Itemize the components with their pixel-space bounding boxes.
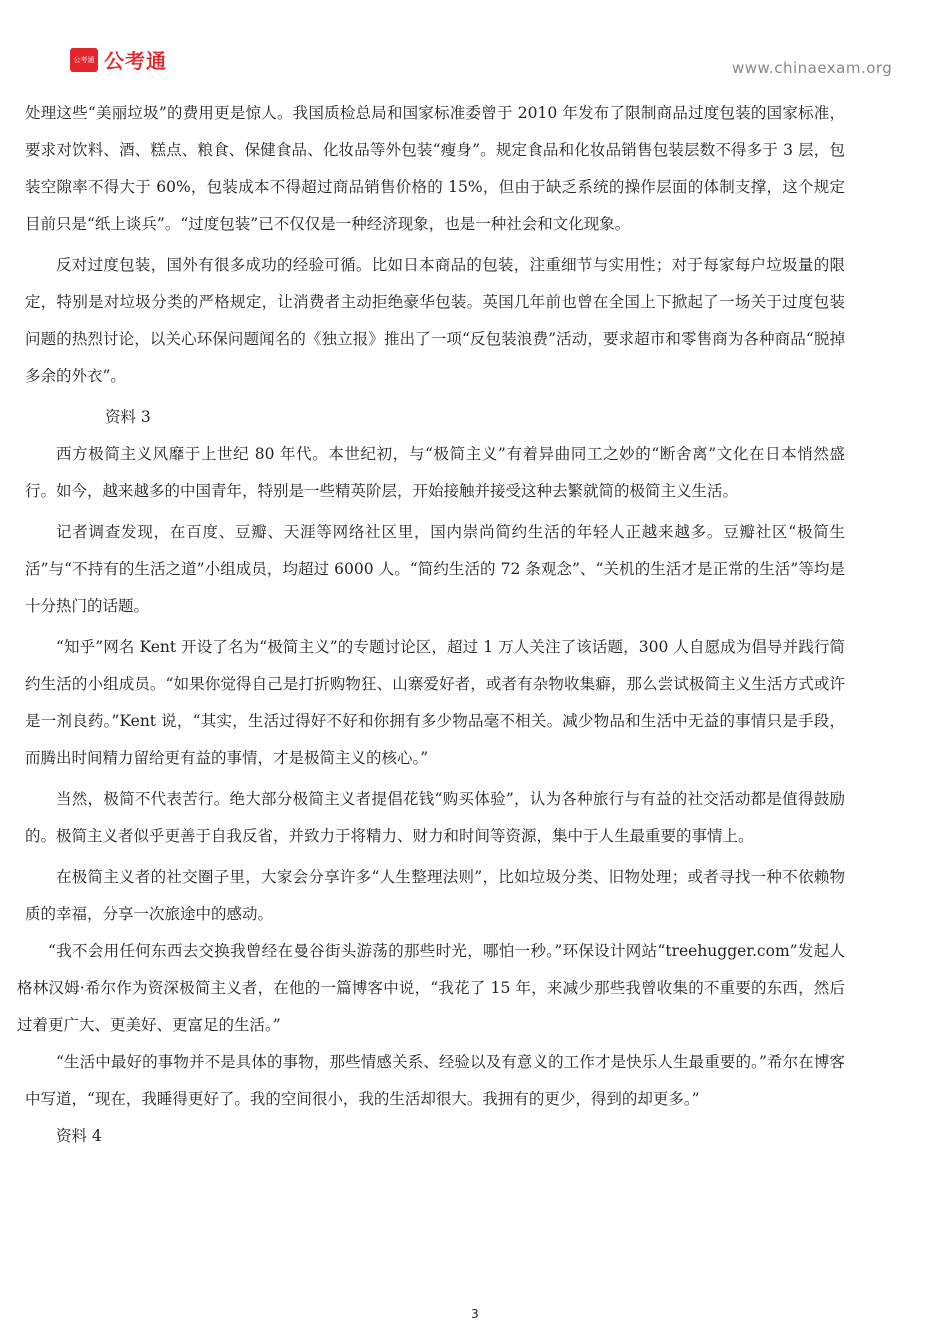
- section-heading-material-3: 资料 3: [105, 408, 151, 426]
- paragraph-reporter-survey: 记者调查发现，在百度、豆瓣、天涯等网络社区里，国内崇尚简约生活的年轻人正越来越多。豆瓣社区“极简生活”与“不持有的生活之道”小组成员，均超过 6000 人。“简约生活的 72 条观念”、“关机的生活才是正常的生活”等均是十分热门的话题。: [25, 523, 845, 615]
- paragraph-zhihu-kent: “知乎”网名 Kent 开设了名为“极简主义”的专题讨论区，超过 1 万人关注了该话题，300 人自愿成为倡导并践行简约生活的小组成员。“如果你觉得自己是打折购物狂、山寨爱好者，或者有杂物收集癖，那么尝试极简主义生活方式或许是一剂良药。”Kent 说，“其实，生活过得好不好和你拥有多少物品毫不相关。减少物品和生活中无益的事情只是手段，而腾出时间精力留给更有益的事情，才是极简主义的核心。”: [25, 638, 845, 767]
- paragraph-social-circle: 在极简主义者的社交圈子里，大家会分享许多“人生整理法则”，比如垃圾分类、旧物处理；或者寻找一种不依赖物质的幸福，分享一次旅途中的感动。: [25, 868, 845, 923]
- section-heading-material-4: 资料 4: [56, 1127, 102, 1145]
- logo: [70, 45, 167, 74]
- page-number: 3: [471, 1307, 479, 1321]
- logo-text: 公考通: [104, 49, 167, 73]
- logo-mark: 公考通: [70, 48, 98, 72]
- paragraph-foreign-experience: 反对过度包装，国外有很多成功的经验可循。比如日本商品的包装，注重细节与实用性；对于每家每户垃圾量的限定，特别是对垃圾分类的严格规定，让消费者主动拒绝豪华包装。英国几年前也曾在全国上下掀起了一场关于过度包装问题的热烈讨论，以关心环保问题闻名的《独立报》推出了一项“反包装浪费”活动，要求超市和零售商为各种商品“脱掉多余的外衣”。: [25, 256, 845, 385]
- paragraph-packaging-standard: 处理这些“美丽垃圾”的费用更是惊人。我国质检总局和国家标准委曾于 2010 年发布了限制商品过度包装的国家标准，要求对饮料、酒、糕点、粮食、保健食品、化妆品等外包装“瘦身”。规定食品和化妆品销售包装层数不得多于 3 层，包装空隙率不得大于 60%，包装成本不得超过商品销售价格的 15%，但由于缺乏系统的操作层面的体制支撑，这个规定目前只是“纸上谈兵”。“过度包装”已不仅仅是一种经济现象，也是一种社会和文化现象。: [25, 104, 845, 233]
- document-body: [17, 95, 845, 1155]
- paragraph-minimalism-origin: 西方极简主义风靡于上世纪 80 年代。本世纪初，与“极简主义”有着异曲同工之妙的“断舍离”文化在日本悄然盛行。如今，越来越多的中国青年，特别是一些精英阶层，开始接触并接受这种去繁就简的极简主义生活。: [25, 445, 845, 500]
- paragraph-hill-quote: “我不会用任何东西去交换我曾经在曼谷街头游荡的那些时光，哪怕一秒。”环保设计网站“treehugger.com”发起人格林汉姆·希尔作为资深极简主义者，在他的一篇博客中说，“我花了 15 年，来减少那些我曾收集的不重要的东西，然后过着更广大、更美好、更富足的生活。”: [17, 942, 845, 1034]
- site-url: www.chinaexam.org: [732, 59, 893, 77]
- paragraph-hill-blog: “生活中最好的事物并不是具体的事物，那些情感关系、经验以及有意义的工作才是快乐人生最重要的。”希尔在博客中写道，“现在，我睡得更好了。我的空间很小，我的生活却很大。我拥有的更少，得到的却更多。”: [25, 1053, 845, 1108]
- paragraph-not-ascetic: 当然，极简不代表苦行。绝大部分极简主义者提倡花钱“购买体验”，认为各种旅行与有益的社交活动都是值得鼓励的。极简主义者似乎更善于自我反省，并致力于将精力、财力和时间等资源，集中于人生最重要的事情上。: [25, 790, 845, 845]
